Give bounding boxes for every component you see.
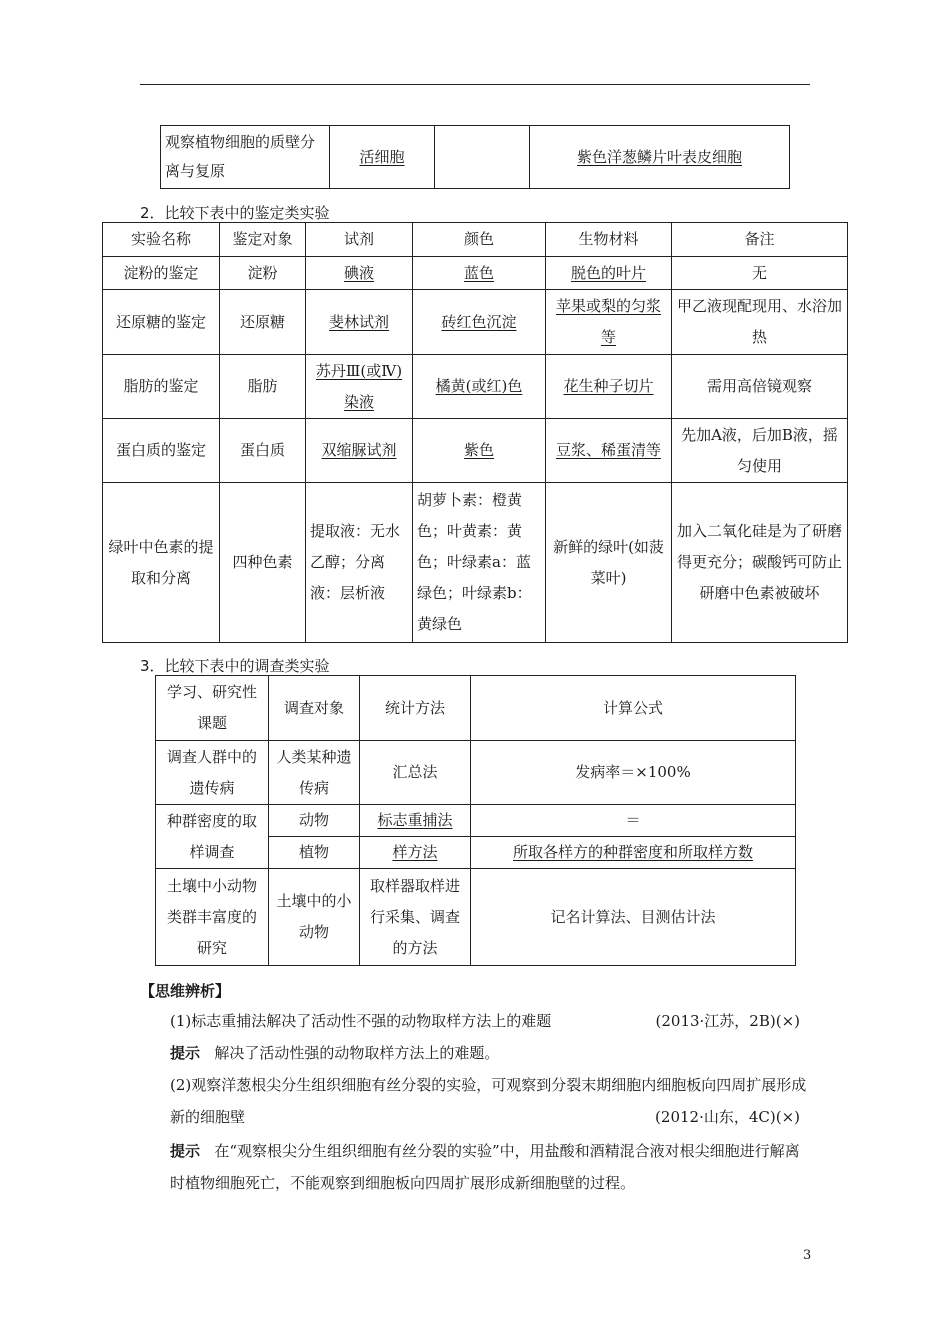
cell: 苹果或梨的匀浆等 bbox=[546, 290, 672, 355]
cell: 调查人群中的遗传病 bbox=[156, 741, 269, 805]
cell: 土壤中的小动物 bbox=[269, 869, 360, 966]
cell: 脂肪 bbox=[220, 355, 306, 419]
top-table bbox=[160, 125, 790, 189]
cell: 脂肪的鉴定 bbox=[103, 355, 220, 419]
page-number: 3 bbox=[803, 1248, 812, 1263]
cell: 土壤中小动物类群丰富度的研究 bbox=[156, 869, 269, 966]
cell: 还原糖的鉴定 bbox=[103, 290, 220, 355]
table-row bbox=[161, 126, 790, 189]
cell: 所取各样方的种群密度和所取样方数 bbox=[471, 837, 796, 869]
cell: ＝ bbox=[471, 805, 796, 837]
cell: 需用高倍镜观察 bbox=[672, 355, 848, 419]
cell: 橘黄(或红)色 bbox=[413, 355, 546, 419]
section-3-title: 3．比较下表中的调查类实验 bbox=[140, 657, 330, 675]
cell: 蛋白质 bbox=[220, 419, 306, 483]
analysis-hint-1: 提示 解决了活动性强的动物取样方法上的难题。 bbox=[170, 1044, 500, 1062]
cell: 种群密度的取样调查 bbox=[156, 805, 269, 869]
cell: 砖红色沉淀 bbox=[413, 290, 546, 355]
table-row bbox=[156, 869, 796, 966]
cell: 新鲜的绿叶(如菠菜叶) bbox=[546, 483, 672, 643]
item-2-source: (2012·山东，4C)(×) bbox=[655, 1108, 800, 1126]
col-header: 统计方法 bbox=[360, 676, 471, 741]
table-row bbox=[103, 257, 848, 290]
table-row bbox=[156, 741, 796, 805]
cell: 蛋白质的鉴定 bbox=[103, 419, 220, 483]
cell: 人类某种遗传病 bbox=[269, 741, 360, 805]
table-row bbox=[103, 290, 848, 355]
cell: 苏丹Ⅲ(或Ⅳ)染液 bbox=[306, 355, 413, 419]
cell: 无 bbox=[672, 257, 848, 290]
col-header: 实验名称 bbox=[103, 223, 220, 257]
col-header: 学习、研究性课题 bbox=[156, 676, 269, 741]
cell: 记名计算法、目测估计法 bbox=[471, 869, 796, 966]
col-header: 鉴定对象 bbox=[220, 223, 306, 257]
cell: 取样器取样进行采集、调查的方法 bbox=[360, 869, 471, 966]
cell: 双缩脲试剂 bbox=[306, 419, 413, 483]
cell: 脱色的叶片 bbox=[546, 257, 672, 290]
analysis-heading: 【思维辨析】 bbox=[140, 982, 231, 1000]
cell-experiment: 观察植物细胞的质壁分离与复原 bbox=[161, 126, 330, 189]
survey-table bbox=[155, 675, 796, 966]
cell: 紫色 bbox=[413, 419, 546, 483]
analysis-hint-2: 提示 在“观察根尖分生组织细胞有丝分裂的实验”中，用盐酸和酒精混合液对根尖细胞进行解离时植物细胞死亡，不能观察到细胞板向四周扩展形成新细胞壁的过程。 bbox=[170, 1142, 800, 1192]
cell: 胡萝卜素：橙黄色；叶黄素：黄色；叶绿素a：蓝绿色；叶绿素b：黄绿色 bbox=[413, 483, 546, 643]
cell: 样方法 bbox=[360, 837, 471, 869]
cell: 发病率＝×100% bbox=[471, 741, 796, 805]
cell-material: 紫色洋葱鳞片叶表皮细胞 bbox=[530, 126, 790, 189]
header-rule bbox=[140, 84, 810, 85]
cell: 甲乙液现配现用、水浴加热 bbox=[672, 290, 848, 355]
table-row bbox=[103, 419, 848, 483]
cell: 汇总法 bbox=[360, 741, 471, 805]
cell: 碘液 bbox=[306, 257, 413, 290]
analysis-item-2: (2)观察洋葱根尖分生组织细胞有丝分裂的实验，可观察到分裂末期细胞内细胞板向四周扩展形成新的细胞壁 (2012·山东，4C)(×) bbox=[170, 1069, 810, 1133]
cell: 标志重捕法 bbox=[360, 805, 471, 837]
table-header-row bbox=[103, 223, 848, 257]
cell: 加入二氧化硅是为了研磨得更充分；碳酸钙可防止研磨中色素被破坏 bbox=[672, 483, 848, 643]
analysis-item-1: (1)标志重捕法解决了活动性不强的动物取样方法上的难题 (2013·江苏，2B)(×) bbox=[170, 1005, 810, 1037]
col-header: 颜色 bbox=[413, 223, 546, 257]
table-header-row bbox=[156, 676, 796, 741]
table-row bbox=[156, 805, 796, 837]
cell: 绿叶中色素的提取和分离 bbox=[103, 483, 220, 643]
cell: 斐林试剂 bbox=[306, 290, 413, 355]
col-header: 备注 bbox=[672, 223, 848, 257]
cell: 淀粉 bbox=[220, 257, 306, 290]
col-header: 调查对象 bbox=[269, 676, 360, 741]
cell: 植物 bbox=[269, 837, 360, 869]
col-header: 生物材料 bbox=[546, 223, 672, 257]
cell: 动物 bbox=[269, 805, 360, 837]
identification-table bbox=[102, 222, 848, 643]
cell: 还原糖 bbox=[220, 290, 306, 355]
col-header: 计算公式 bbox=[471, 676, 796, 741]
cell: 四种色素 bbox=[220, 483, 306, 643]
cell: 花生种子切片 bbox=[546, 355, 672, 419]
table-row bbox=[103, 355, 848, 419]
cell-reagent bbox=[435, 126, 530, 189]
cell: 先加A液，后加B液，摇匀使用 bbox=[672, 419, 848, 483]
cell-object: 活细胞 bbox=[330, 126, 435, 189]
cell: 提取液：无水乙醇；分离液：层析液 bbox=[306, 483, 413, 643]
cell: 淀粉的鉴定 bbox=[103, 257, 220, 290]
cell: 豆浆、稀蛋清等 bbox=[546, 419, 672, 483]
col-header: 试剂 bbox=[306, 223, 413, 257]
item-1-source: (2013·江苏，2B)(×) bbox=[655, 1012, 800, 1030]
section-2-title: 2．比较下表中的鉴定类实验 bbox=[140, 204, 330, 222]
cell: 蓝色 bbox=[413, 257, 546, 290]
table-row bbox=[103, 483, 848, 643]
